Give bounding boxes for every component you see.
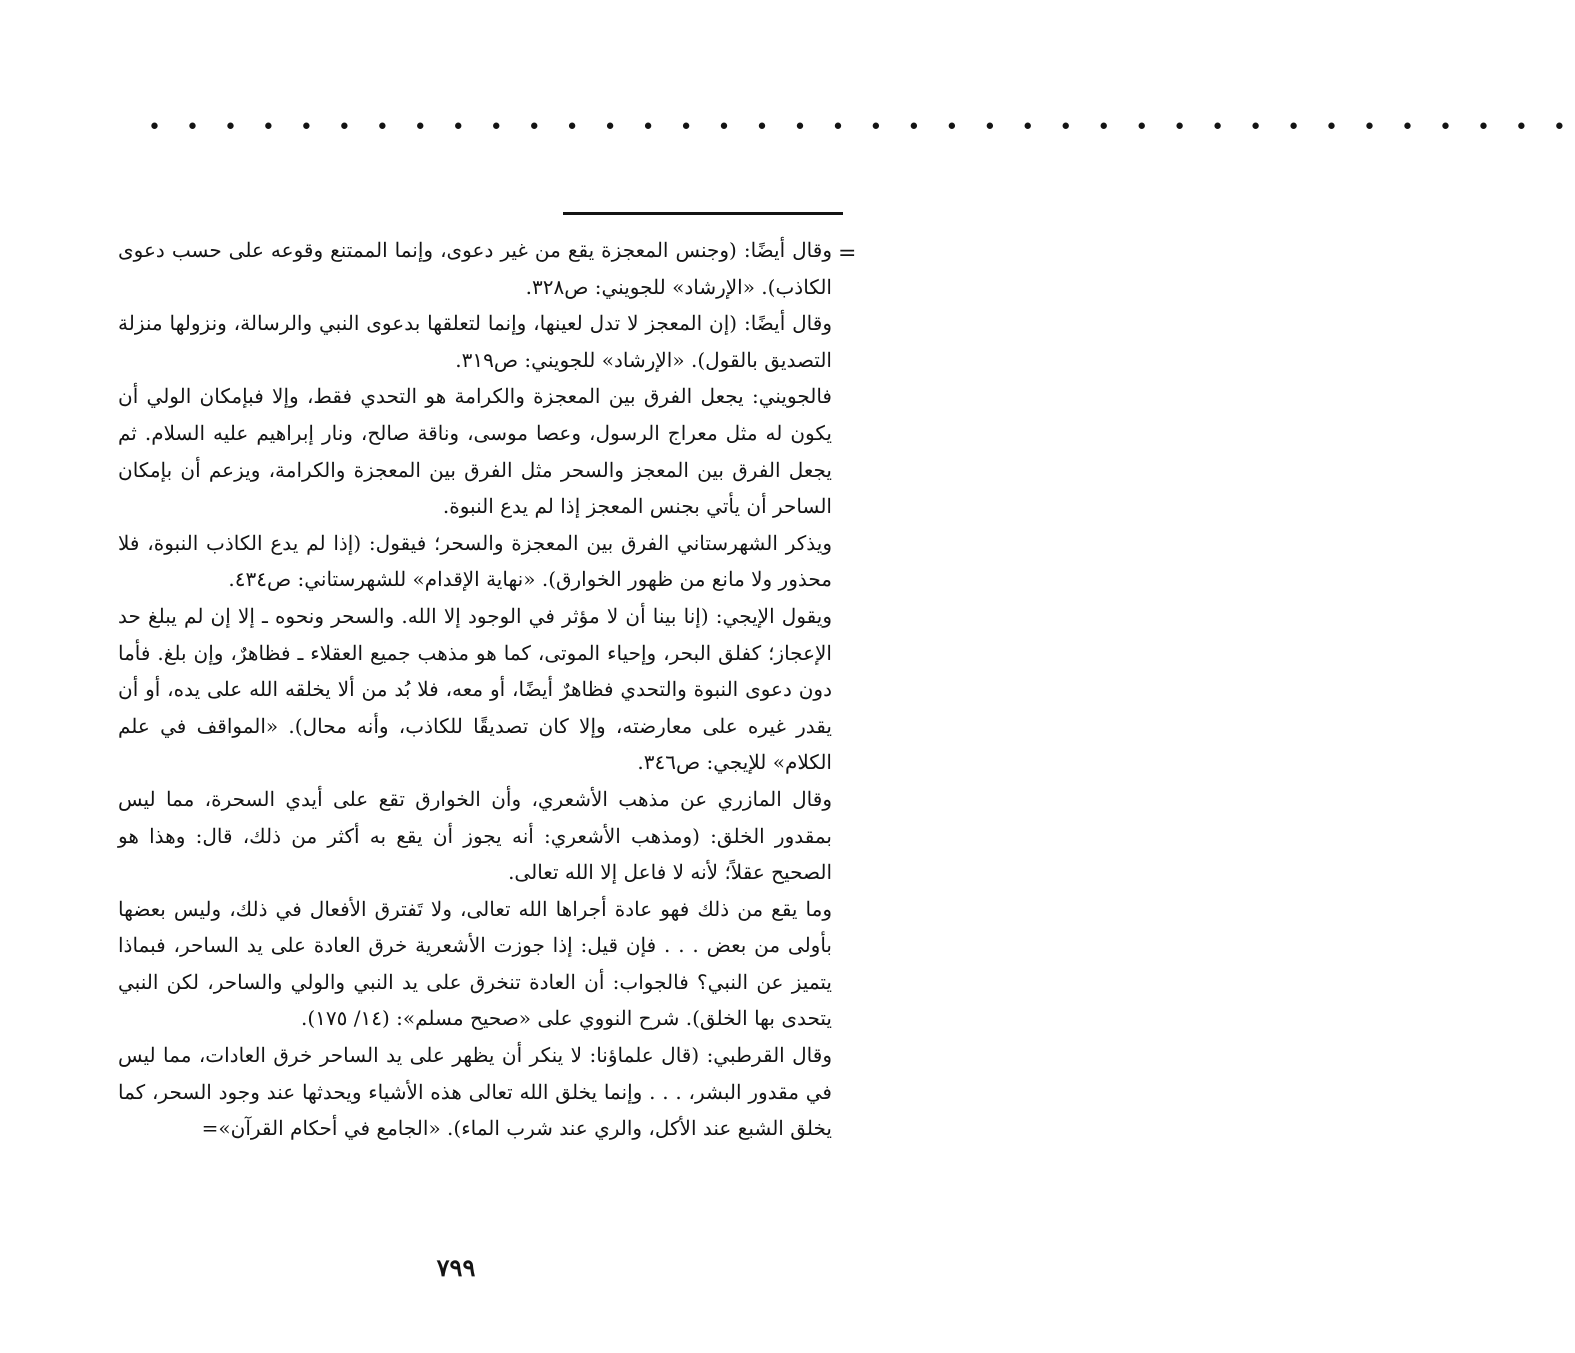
paragraph: فالجويني: يجعل الفرق بين المعجزة والكرامة هو التحدي فقط، وإلا فبإمكان الولي أن يكون له مثل معراج الرسول، وعصا موسى، وناقة صالح، ونار إبراهيم عليه السلام. ثم يجعل الفرق بين المعجز والسحر مثل الفرق بين المعجزة والكرامة، ويزعم أن بإمكان الساحر أن يأتي بجنس المعجز إذا لم يدع النبوة. bbox=[118, 384, 832, 519]
decorative-dot-divider: • • • • • • • • • • • • • • • • • • • • • • • • • • • • • • • • • • • • • • bbox=[148, 115, 1575, 140]
paragraph: ويذكر الشهرستاني الفرق بين المعجزة والسحر؛ فيقول: (إذا لم يدع الكاذب النبوة، فلا محذور ولا مانع من ظهور الخوارق). «نهاية الإقدام» للشهرستاني: ص٤٣٤. bbox=[118, 530, 832, 592]
footnote-text-block bbox=[118, 232, 832, 1147]
paragraph: وقال القرطبي: (قال علماؤنا: لا ينكر أن يظهر على يد الساحر خرق العادات، مما ليس في مقدور البشر، . . . وإنما يخلق الله تعالى هذه الأشياء ويحدثها عند وجود السحر، كما يخلق الشبع عند الأكل، والري عند شرب الماء). «الجامع في أحكام القرآن»= bbox=[118, 1043, 832, 1141]
paragraph: وما يقع من ذلك فهو عادة أجراها الله تعالى، ولا تَفترق الأفعال في ذلك، وليس بعضها بأولى من بعض . . . فإن قيل: إذا جوزت الأشعرية خرق العادة على يد الساحر، فبماذا يتميز عن النبي؟ فالجواب: أن العادة تنخرق على يد النبي والولي والساحر، لكن النبي يتحدى بها الخلق). شرح النووي على «صحيح مسلم»: (١٤/ ١٧٥). bbox=[118, 896, 832, 1031]
paragraph: وقال المازري عن مذهب الأشعري، وأن الخوارق تقع على أيدي السحرة، مما ليس بمقدور الخلق: (ومذهب الأشعري: أنه يجوز أن يقع به أكثر من ذلك، قال: وهذا هو الصحيح عقلاً؛ لأنه لا فاعل إلا الله تعالى. bbox=[118, 786, 832, 885]
continuation-mark: = bbox=[838, 241, 857, 266]
footnote-separator-rule bbox=[563, 212, 843, 215]
page-number: ٧٩٩ bbox=[436, 1253, 476, 1282]
paragraph: وقال أيضًا: (إن المعجز لا تدل لعينها، وإنما لتعلقها بدعوى النبي والرسالة، ونزولها منزلة التصديق بالقول). «الإرشاد» للجويني: ص٣١٩. bbox=[118, 311, 832, 372]
paragraph: ويقول الإيجي: (إنا بينا أن لا مؤثر في الوجود إلا الله. والسحر ونحوه ـ إلا إن لم يبلغ حد الإعجاز؛ كفلق البحر، وإحياء الموتى، كما هو مذهب جميع العقلاء ـ فظاهرٌ، وإن بلغ. فأما دون دعوى النبوة والتحدي فظاهرٌ أيضًا، أو معه، فلا بُد من ألا يخلقه الله على يده، أو أن يقدر غيره على معارضته، وإلا كان تصديقًا للكاذب، وأنه محال). «المواقف في علم الكلام» للإيجي: ص٣٤٦. bbox=[118, 603, 832, 775]
paragraph: وقال أيضًا: (وجنس المعجزة يقع من غير دعوى، وإنما الممتنع وقوعه على حسب دعوى الكاذب). «الإرشاد» للجويني: ص٣٢٨. bbox=[118, 238, 832, 299]
